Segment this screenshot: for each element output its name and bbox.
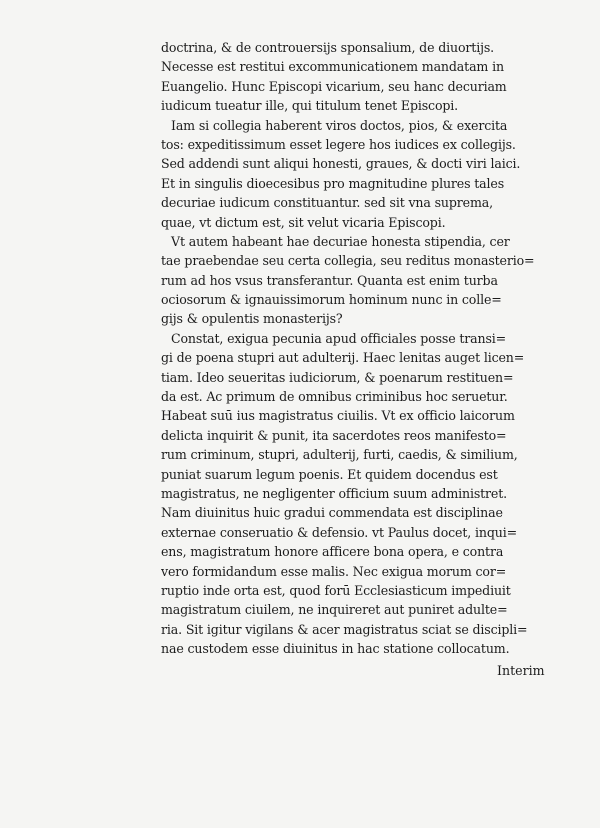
text-line: puniat suarum legum poenis. Et quidem docendus est (161, 466, 498, 482)
text-line: Sed addendi sunt aliqui honesti, graues, & docti viri laici. (161, 156, 521, 172)
text-line: rum criminum, stupri, adulterij, furti, caedis, & similium, (161, 447, 518, 463)
text-line: tae praebendae seu certa collegia, seu reditus monasterio= (161, 253, 535, 269)
text-line: doctrina, & de controuersijs sponsalium, de diuortijs. (161, 40, 495, 55)
text-line: gijs & opulentis monasterijs? (161, 311, 343, 327)
text-line: iudicum tueatur ille, qui titulum tenet Episcopi. (161, 98, 459, 114)
text-line: quae, vt dictum est, sit velut vicaria Episcopi. (161, 214, 446, 230)
text-line: decuriae iudicum constituantur. sed sit vna suprema, (161, 195, 493, 211)
text-line: ria. Sit igitur vigilans & acer magistratus sciat se discipli= (161, 621, 528, 637)
text-line: magistratum ciuilem, ne inquireret aut puniret adulte= (161, 602, 508, 618)
text-line: Habeat suū ius magistratus ciuilis. Vt ex officio laicorum (161, 408, 515, 424)
text-line: rum ad hos vsus transferantur. Quanta est enim turba (161, 272, 498, 288)
text-line: da est. Ac primum de omnibus criminibus hoc seruetur. (161, 389, 508, 405)
text-line: ruptio inde orta est, quod forū Ecclesiasticum impediuit (161, 582, 511, 598)
text-line: Iam si collegia haberent viros doctos, pios, & exercita (171, 117, 508, 133)
text-line: ens, magistratum honore afficere bona opera, e contra (161, 544, 504, 560)
text-line: Nam diuinitus huic gradui commendata est disciplinae (161, 505, 503, 521)
text-line: tos: expeditissimum esset legere hos iudices ex collegijs. (161, 136, 516, 152)
text-line: ociosorum & ignauissimorum hominum nunc in colle= (161, 292, 502, 308)
text-line: magistratus, ne negligenter officium suum administret. (161, 485, 507, 501)
text-line: Euangelio. Hunc Episcopi vicarium, seu hanc decuriam (161, 78, 507, 94)
text-line: delicta inquirit & punit, ita sacerdotes reos manifesto= (161, 427, 507, 443)
text-line: gi de poena stupri aut adulterij. Haec lenitas auget licen= (161, 350, 525, 366)
text-line: vero formidandum esse malis. Nec exigua morum cor= (161, 563, 507, 579)
text-line: Vt autem habeant hae decuriae honesta stipendia, cer (171, 233, 510, 249)
text-line: Necesse est restitui excommunicationem mandatam in (161, 59, 504, 75)
text-line: nae custodem esse diuinitus in hac statione collocatum. (161, 641, 510, 657)
text-line: Constat, exigua pecunia apud officiales posse transi= (171, 330, 507, 346)
body-text (161, 38, 561, 659)
text-line: externae conseruatio & defensio. vt Paulus docet, inqui= (161, 524, 517, 540)
text-line: tiam. Ideo seueritas iudiciorum, & poenarum restituen= (161, 369, 514, 385)
text-line: Et in singulis dioecesibus pro magnitudine plures tales (161, 175, 505, 191)
catchword: Interim (497, 663, 545, 678)
